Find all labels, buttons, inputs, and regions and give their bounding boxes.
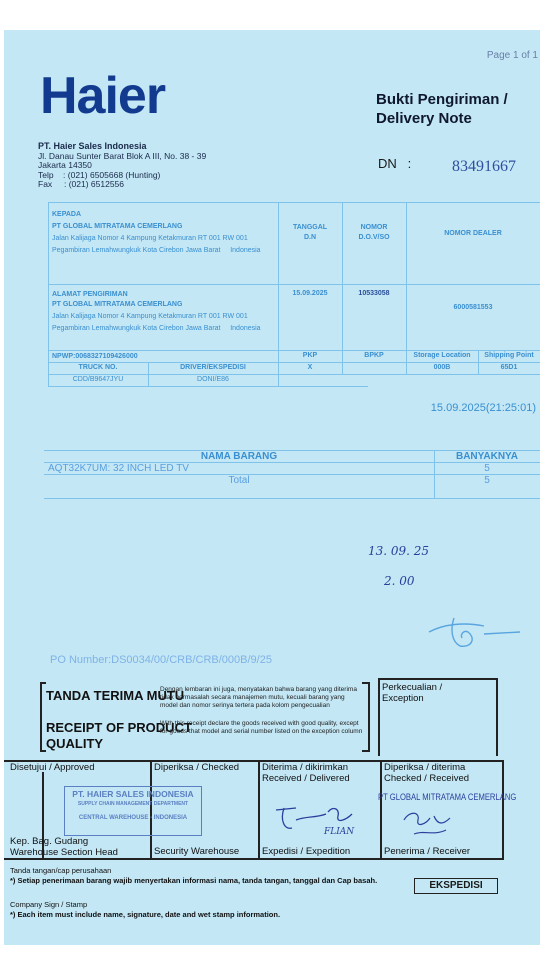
total-label: Total: [228, 475, 250, 486]
expedition-label: Expedisi / Expedition: [262, 846, 351, 857]
dn-date: 15.09.2025: [292, 290, 328, 297]
items-table: [44, 450, 540, 506]
item-quantity: 5: [484, 463, 490, 474]
receiver-stamp: PT GLOBAL MITRATAMA CEMERLANG: [378, 792, 517, 802]
receipt-title-en: RECEIPT OF PRODUCT: [46, 720, 192, 735]
kepada-name: PT GLOBAL MITRATAMA CEMERLANG: [52, 223, 183, 230]
footer-line-2: *) Setiap penerimaan barang wajib menyertakan informasi nama, tanda tangan, tanggal dan Cap basah.: [10, 876, 378, 885]
col-tanggal: TANGGAL: [292, 224, 328, 231]
shipping-value: 65D1: [500, 364, 518, 371]
ekspedisi-badge: EKSPEDISI: [414, 878, 498, 894]
print-timestamp: 15.09.2025(21:25:01): [430, 402, 536, 414]
handwritten-date: 13. 09. 25: [368, 544, 430, 558]
po-number: PO Number:DS0034/00/CRB/CRB/000B/9/25: [50, 654, 272, 666]
stamp-line-2: SUPPLY CHAIN MANAGEMENT DEPARTMENT: [77, 801, 189, 807]
title-line-2: Delivery Note: [376, 110, 472, 127]
col-tanggal-sub: D.N: [303, 234, 317, 241]
footer-line-3: Company Sign / Stamp: [10, 900, 88, 909]
storage-value: 000B: [433, 364, 451, 371]
handwritten-time: 2. 00: [384, 574, 415, 588]
exception-label: Perkecualian / Exception: [382, 682, 443, 704]
kepada-address-2: Pegambiran Lemahwungkuk Kota Cirebon Jawa Barat Indonesia: [52, 247, 261, 254]
title-line-1: Bukti Pengiriman /: [376, 91, 508, 108]
col-driver: DRIVER/EKSPEDISI: [180, 364, 246, 371]
delivered-label: Diterima / dikirimkan Received / Delivered: [262, 762, 350, 784]
receiver-label: Penerima / Receiver: [384, 846, 471, 857]
company-address-1: Jl. Danau Sunter Barat Blok A III, No. 38 - 39: [38, 150, 207, 161]
delivery-note-sheet: [4, 30, 540, 945]
page-number: Page 1 of 1: [486, 50, 538, 61]
security-label: Security Warehouse: [154, 846, 240, 857]
stamp-line-3: CENTRAL WAREHOUSE - INDONESIA: [78, 815, 188, 821]
do-number: 10533058: [358, 290, 390, 297]
expedition-signature: [266, 790, 376, 840]
receipt-text-en: With this receipt declare the goods received with good quality, except for goods that model and serial number listed on the exception column: [160, 720, 363, 735]
dn-label: DN :: [378, 156, 412, 171]
checked-received-label: Diperiksa / diterima Checked / Received: [384, 762, 470, 784]
footer-line-1: Tanda tangan/cap perusahaan: [10, 866, 112, 875]
svg-text:FLIAN: FLIAN: [324, 827, 355, 837]
col-nomor: NOMOR: [360, 224, 388, 231]
receipt-title-en-2: QUALITY: [46, 736, 104, 751]
company-fax: Fax : (021) 6512556: [38, 179, 124, 189]
receipt-box: [40, 678, 498, 756]
dn-number: 83491667: [452, 158, 516, 175]
col-bpkp: BPKP: [364, 352, 384, 359]
col-item-name: NAMA BARANG: [200, 451, 278, 462]
kepada-address-1: Jalan Kalijaga Nomor 4 Kampung Ketakmuran RT 001 RW 001: [52, 235, 248, 242]
company-phone: Telp : (021) 6505668 (Hunting): [38, 169, 161, 180]
document-title: [376, 90, 508, 128]
company-info: [38, 142, 206, 190]
alamat-address-2: Pegambiran Lemahwungkuk Kota Cirebon Jawa Barat Indonesia: [52, 325, 261, 332]
col-pkp: PKP: [302, 352, 318, 359]
col-dealer: NOMOR DEALER: [444, 230, 502, 237]
info-table: [48, 202, 540, 402]
truck-value: CDD/B9647JYU: [72, 376, 124, 383]
col-quantity: BANYAKNYA: [455, 451, 519, 462]
alamat-name: PT GLOBAL MITRATAMA CEMERLANG: [52, 301, 183, 308]
alamat-label: ALAMAT PENGIRIMAN: [52, 291, 128, 298]
company-address-2: Jakarta 14350: [38, 160, 92, 170]
item-name: AQT32K7UM: 32 INCH LED TV: [48, 463, 189, 474]
haier-logo: Haier: [40, 67, 166, 125]
approved-label: Disetujui / Approved: [10, 762, 95, 773]
col-truck: TRUCK NO.: [78, 364, 118, 371]
receipt-text-id: Dengan lembaran ini juga, menyatakan bahwa barang yang diterima tidak bermasalah secara manajemen mutu, kecuali barang yang model dan nomor serinya tertera pada kolom pengecualian: [160, 686, 357, 709]
warehouse-head-label: Kep. Bag. Gudang Warehouse Section Head: [10, 836, 118, 858]
alamat-address-1: Jalan Kalijaga Nomor 4 Kampung Ketakmuran RT 001 RW 001: [52, 313, 248, 320]
receiver-signature: [400, 806, 470, 842]
driver-value: DONI/E86: [197, 376, 229, 383]
receipt-title-id: TANDA TERIMA MUTU: [46, 688, 185, 703]
npwp: NPWP:0068327109426000: [52, 353, 138, 360]
total-quantity: 5: [484, 475, 490, 486]
checked-label: Diperiksa / Checked: [154, 762, 240, 773]
col-shipping: Shipping Point: [484, 352, 534, 359]
handwritten-signature-top: [424, 612, 524, 652]
pkp-value: X: [307, 364, 313, 371]
footer-line-4: *) Each item must include name, signature, date and wet stamp information.: [10, 910, 281, 919]
stamp-line-1: PT. HAIER SALES INDONESIA: [72, 789, 194, 799]
haier-warehouse-stamp: [64, 786, 202, 836]
dealer-number: 6000581553: [453, 304, 493, 311]
signature-grid: [4, 760, 517, 860]
kepada-label: KEPADA: [52, 211, 82, 218]
company-name: PT. Haier Sales Indonesia: [38, 141, 147, 151]
col-storage: Storage Location: [413, 352, 471, 359]
col-nomor-sub: D.O.V/SO: [358, 234, 390, 241]
